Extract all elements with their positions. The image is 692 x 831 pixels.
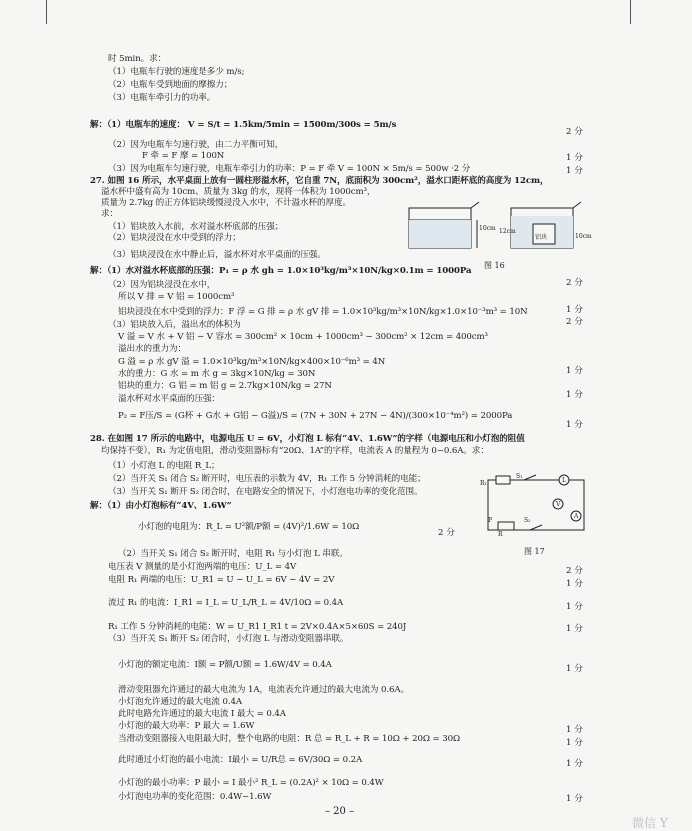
text-line: （3）电瓶车牵引力的功率。: [108, 93, 216, 103]
text-line: 溢出水的重力为：: [118, 344, 186, 354]
formula-line: V 溢 = V 水 + V 铝 − V 容水 = 300cm² × 10cm + 1000cm³ − 300cm² × 12cm = 400cm³: [118, 332, 488, 342]
text-line: （2）铝块浸没在水中受到的浮力；: [108, 233, 241, 243]
text-line: 均保持不变），R₁ 为定值电阻，滑动变阻器标有“20Ω、1A”的字样，电流表 A 的量程为 0~0.6A。求：: [101, 446, 489, 456]
page-number: – 20 –: [325, 806, 355, 817]
figure-17-circuit: [478, 470, 596, 540]
figure-17-label-v: V: [556, 501, 561, 508]
text-line: （2）因为电瓶车匀速行驶，由二力平衡可知，: [108, 140, 284, 150]
score-label: 1 分: [566, 153, 583, 163]
formula-line: 当滑动变阻器接入电阻最大时，整个电路的电阻：R 总 = R_L + R = 10Ω + 20Ω = 30Ω: [118, 734, 461, 744]
figure-17-label-s2: S₂: [524, 517, 531, 524]
figure-16-dim-left: 10cm: [479, 225, 496, 232]
figure-16-dim-right-1: 12cm: [499, 228, 516, 235]
figure-16-block-label: 铝块: [535, 234, 548, 241]
binding-mark-right: [630, 0, 631, 24]
formula-line: 小灯泡的最大功率：P 最大 = 1.6W: [118, 721, 255, 731]
text-line: （2）当开关 S₁ 闭合 S₂ 断开时，电压表的示数为 4V，R₁ 工作 5 分钟消耗的电能；: [108, 474, 426, 484]
text-line: （3）铝块放入后，溢出水的体积为: [108, 320, 241, 330]
text-line: 求：: [101, 209, 118, 219]
score-label: 1 分: [566, 602, 583, 612]
text-line: 溢水杯中盛有高为 10cm、质量为 3kg 的水，现将一体积为 1000cm³，: [101, 187, 376, 197]
score-label: 1 分: [566, 759, 583, 769]
text-line: （2）当开关 S₁ 闭合 S₂ 断开时，电阻 R₁ 与小灯泡 L 串联。: [118, 549, 348, 559]
score-label: 1 分: [566, 390, 583, 400]
formula-line: 所以 V 排 = V 铝 = 1000cm³: [118, 292, 235, 302]
text-line: （3）铝块浸没在水中静止后，溢水杯对水平桌面的压强。: [108, 250, 326, 260]
question-28-line: 28. 在如图 17 所示的电路中，电源电压 U = 6V，小灯泡 L 标有“4V、1.6W”的字样（电源电压和小灯泡的阻值: [90, 434, 525, 444]
formula-line: 铝块的重力：G 铝 = m 铝 g = 2.7kg×10N/kg = 27N: [118, 381, 332, 391]
text-line: （3）因为电瓶车匀速行驶，电瓶车牵引力的功率：P = F 牵 V = 100N × 5m/s = 500w ·2 分: [108, 164, 471, 174]
watermark: 微信 Y: [632, 816, 668, 830]
formula-line: 小灯泡的电阻为：R_L = U²额/P额 = (4V)²/1.6W = 10Ω: [138, 522, 360, 532]
formula-line: 小灯泡的最小功率：P 最小 = I 最小² R_L = (0.2A)² × 10Ω = 0.4W: [118, 778, 384, 788]
figure-17-label-a: A: [574, 513, 579, 520]
figure-17-label-r1: R₁: [480, 480, 487, 487]
score-label: 1 分: [566, 624, 583, 634]
text-line: （1）小灯泡 L 的电阻 R_L；: [108, 461, 220, 471]
score-label: 1 分: [566, 305, 583, 315]
formula-line: 流过 R₁ 的电流：I_R1 = I_L = U_L/R_L = 4V/10Ω = 0.4A: [108, 598, 344, 608]
score-label: 2 分: [438, 528, 455, 538]
figure-17-label-s1: S₁: [516, 473, 523, 480]
text-line: 质量为 2.7kg 的正方体铝块缓慢浸没入水中，不计溢水杯的厚度。: [101, 198, 351, 208]
score-label: 1 分: [566, 738, 583, 748]
text-line: （3）当开关 S₁ 断开 S₂ 闭合时，小灯泡 L 与滑动变阻器串联。: [108, 634, 349, 644]
score-label: 2 分: [566, 566, 583, 576]
figure-17-label-l: L: [562, 477, 566, 484]
text-line: 小灯泡电功率的变化范围：0.4W~1.6W: [118, 792, 272, 802]
text-line: （1）电瓶车行驶的速度是多少 m/s;: [108, 67, 245, 77]
figure-17-caption: 图 17: [524, 547, 545, 556]
formula-line: 小灯泡的额定电流：I额 = P额/U额 = 1.6W/4V = 0.4A: [118, 660, 332, 670]
text-line: （2）电瓶车受到地面的摩擦力；: [108, 80, 233, 90]
formula-line: 电压表 V 测量的是小灯泡两端的电压：U_L = 4V: [108, 562, 297, 572]
solution-line: 解：（1）水对溢水杯底部的压强：P₁ = ρ 水 gh = 1.0×10³kg/m³×10N/kg×0.1m = 1000Pa: [90, 266, 472, 276]
text-line: 滑动变阻器允许通过的最大电流为 1A，电流表允许通过的最大电流为 0.6A。: [118, 685, 410, 695]
score-label: 1 分: [566, 725, 583, 735]
score-label: 1 分: [566, 664, 583, 674]
figure-16-dim-right-2: 10cm: [575, 233, 592, 240]
score-label: 2 分: [566, 278, 583, 288]
score-label: 1 分: [566, 166, 583, 176]
text-line: （1）铝块放入水前，水对溢水杯底部的压强；: [108, 222, 284, 232]
figure-16-caption: 图 16: [484, 261, 505, 270]
score-label: 1 分: [566, 366, 583, 376]
formula-line: P₂ = F压/S = (G杯 + G水 + G铝 − G溢)/S = (7N + 30N + 27N − 4N)/(300×10⁻⁴m²) = 2000Pa: [118, 411, 513, 421]
formula-line: R₁ 工作 5 分钟消耗的电能：W = U_R1 I_R1 t = 2V×0.4A×5×60S = 240J: [108, 622, 407, 632]
question-27-line: 27. 如图 16 所示，水平桌面上放有一圆柱形溢水杯，它自重 7N，底面积为 300cm²，溢水口距杯底的高度为 12cm，: [90, 176, 549, 186]
figure-17-label-p: P: [488, 517, 493, 524]
text-line: （3）当开关 S₁ 断开 S₂ 闭合时，在电路安全的情况下，小灯泡电功率的变化范围。: [108, 487, 423, 497]
solution-line: 解：（1）电瓶车的速度： V = S/t = 1.5km/5min = 1500m/300s = 5m/s: [90, 120, 397, 130]
formula-line: G 溢 = ρ 水 gV 溢 = 1.0×10³kg/m³×10N/kg×400×10⁻⁶m³ = 4N: [118, 357, 386, 367]
formula-line: 此时通过小灯泡的最小电流：I最小 = U/R总 = 6V/30Ω = 0.2A: [118, 755, 363, 765]
score-label: 2 分: [566, 127, 583, 137]
formula-line: 电阻 R₁ 两端的电压：U_R1 = U − U_L = 6V − 4V = 2V: [108, 575, 335, 585]
binding-mark-left: [46, 0, 47, 24]
text-line: 溢水杯对水平桌面的压强：: [118, 394, 220, 404]
score-label: 1 分: [566, 420, 583, 430]
text-line: 时 5min。求：: [108, 54, 167, 64]
formula-line: 此时电路允许通过的最大电流 I 最大 = 0.4A: [118, 709, 286, 719]
score-label: 1 分: [566, 579, 583, 589]
text-line: （2）因为铝块浸没在水中，: [108, 280, 216, 290]
formula-line: 铝块浸没在水中受到的浮力：F 浮 = G 排 = ρ 水 gV 排 = 1.0×10³kg/m³×10N/kg×1.0×10⁻³m³ = 10N: [118, 307, 528, 317]
score-label: 2 分: [566, 317, 583, 327]
solution-line: 解：（1）由小灯泡标有“4V、1.6W”: [90, 501, 232, 511]
formula-line: 水的重力：G 水 = m 水 g = 3kg×10N/kg = 30N: [118, 369, 316, 379]
text-line: 小灯泡允许通过的最大电流 0.4A: [118, 697, 243, 707]
figure-17-label-r: R: [498, 531, 503, 538]
score-label: 1 分: [566, 794, 583, 804]
formula-line: F 牵 = F 摩 = 100N: [142, 151, 225, 161]
